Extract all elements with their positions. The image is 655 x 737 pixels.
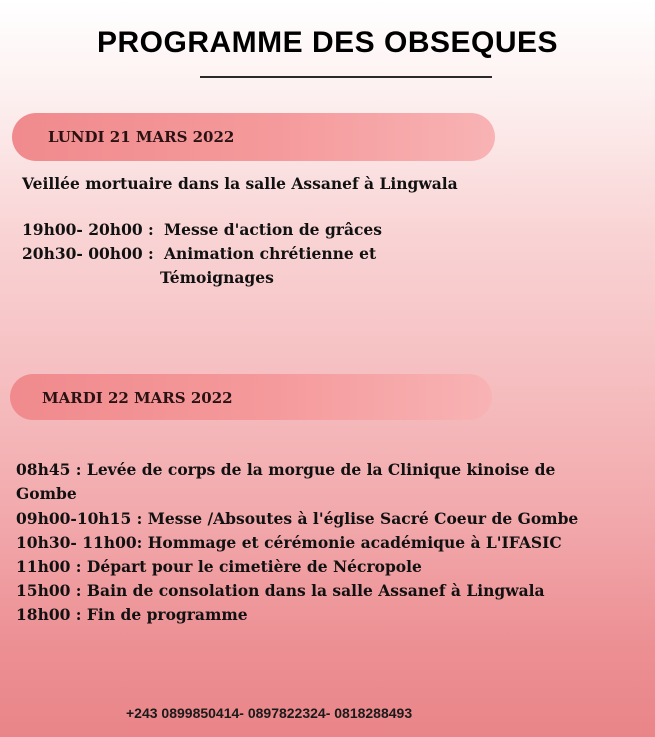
day2-line: 18h00 : Fin de programme [16, 605, 248, 624]
day1-intro: Veillée mortuaire dans la salle Assanef à Lingwala [22, 174, 458, 193]
day2-line: 09h00-10h15 : Messe /Absoutes à l'église Sacré Coeur de Gombe [16, 509, 579, 528]
day2-line: 11h00 : Départ pour le cimetière de Nécropole [16, 557, 422, 576]
day1-date: LUNDI 21 MARS 2022 [48, 128, 235, 146]
page-title: PROGRAMME DES OBSEQUES [96, 26, 559, 59]
day2-date: MARDI 22 MARS 2022 [42, 389, 233, 407]
title-divider [200, 76, 492, 78]
day1-item-time: 20h30- 00h00 : [22, 244, 154, 263]
contact-numbers: +243 0899850414- 0897822324- 0818288493 [126, 705, 413, 721]
day1-item-text: Messe d'action de grâces [164, 220, 383, 239]
day2-line: Gombe [16, 484, 77, 503]
day1-item-text: Animation chrétienne et [164, 244, 377, 263]
day2-line: 10h30- 11h00: Hommage et cérémonie académique à L'IFASIC [16, 533, 562, 552]
day1-item-time: 19h00- 20h00 : [22, 220, 154, 239]
day1-item-text-cont: Témoignages [160, 268, 274, 287]
day2-line: 15h00 : Bain de consolation dans la salle Assanef à Lingwala [16, 581, 545, 600]
day2-line: 08h45 : Levée de corps de la morgue de la Clinique kinoise de [16, 460, 556, 479]
